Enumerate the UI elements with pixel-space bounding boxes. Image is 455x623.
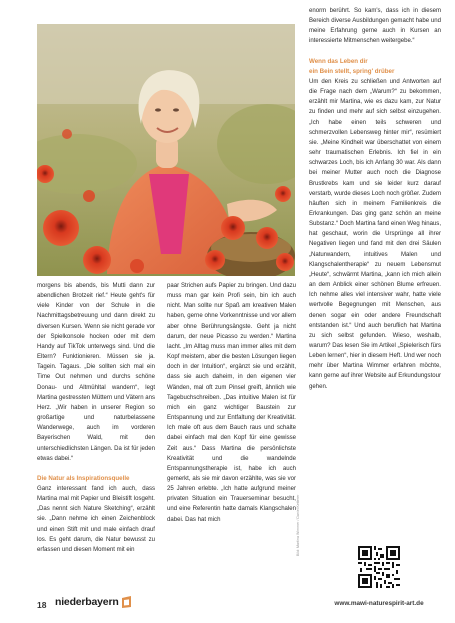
paragraph: Ganz interessant fand ich auch, dass Martina mal mit Papier und Bleistift losgeht. „Das nennt sich Nature Sketching“, erzählt sie. „Dann nehme ich einen Zeichenblock und einen Stift mit und male einfach drauf los. Es geht darum, die Natur bewusst zu erfassen und diesen Moment mit ein [37,485,155,553]
article-column-middle [167,281,296,525]
section-heading-line-1: Wenn das Leben dir [309,57,368,65]
paragraph: enorm berührt. So kam's, dass ich in diesem Bereich diverse Ausbildungen gemacht habe und meine Erfahrung gerne auch in Kursen an interessierte Mitmenschen weitergebe.“ [309,8,441,45]
woman-in-poppy-field-photo [37,24,295,276]
article-column-left [37,281,155,555]
logo-tv-badge-icon [121,595,132,609]
paragraph: paar Strichen aufs Papier zu bringen. Und dazu muss man gar kein Profi sein, bin ich auch nicht. Man sollte nur Spaß am kreativen Malen haben, gerne ohne Vorkenntnisse und vor allem aber ohne Berührungsängste. Geht ja nicht darum, der neue Picasso zu werden.“ Martina lacht. „Im Alltag muss man immer alles mit dem Kopf meistern, aber die besten Lösungen liegen doch in der Intuition“, ergänzt sie und erzählt, dass sie auch daheim, in den eigenen vier Wänden, mal oft zum Pinsel greift, ähnlich wie Tagebuchschreiben. „Das intuitive Malen ist für mich ein ganz wichtiger Baustein zur Entspannung und zur Entfaltung der Kreativität. Ich male oft aus dem Bauch raus und schalte dabei einfach mal den Kopf für eine gewisse Zeit aus.“ Dass Martina die persönlichste Kreativität und die wandelnde Entspannungstherapie ist, habe ich auch gemerkt, als sie mir davon erzählte, was sie vor 25 Jahren erlebte. „Ich hatte aufgrund meiner privaten Situation ein Trauerseminar besucht, und eine Referentin hatte damals Klangschalen dabei. Das hat mich [167,283,296,523]
logo-wordmark: niederbayern [55,596,119,608]
page-number: 18 [37,600,47,610]
website-url[interactable]: www.mawi-naturespirit-art.de [334,600,424,607]
article-column-right [309,6,441,392]
paragraph: Um den Kreis zu schließen und Antworten auf die Frage nach dem „Warum?“ zu bekommen, erzählt mir Martina, wie es dazu kam, zur Natur zu finden und mehr auf sich selbst einzugehen. „Ich habe einen teils schweren und schmerzvollen Lebensweg hinter mir“, resümiert sie. „Meine Kindheit war überschattet von einem sehr traumatischen Erlebnis. Ich fiel in ein schwarzes Loch, bis ich Anfang 30 war. Als dann bei meiner Mutter auch noch die Diagnose Brustkrebs kam und sie leider kurz darauf verstarb, wurde dieses Loch noch größer. Zudem häuften sich in meinem Familienkreis die Erkrankungen. Das ging ganz schön an meine Substanz.“ Doch Martina fand einen Weg hinaus, hat geschaut, worin die Ursprünge all ihrer Negativen liegen und fand mit den drei Säulen „Naturwandern, intuitives Malen und Klangschalentherapie“ zu neuem Lebensmut „Heute“, schwärmt Martina, „kann ich mich allein an dem Anblick einer schönen Blume erfreuen. Ich nehme alles viel intensiver wahr, hatte viele wertvolle Begegnungen mit Menschen, aus denen sogar ein oder andere Freundschaft entstanden ist.“ Und auch beruflich hat Martina zu sich selbst gefunden. Wieso, weshalb, warum? Das lesen Sie im Artikel „Spielerisch fürs Leben lernen“, hier in diesem Heft. Und wer noch mehr über Martina Wimmer erfahren möchte, kann gerne auf ihrer Website auf Erkundungstour gehen. [309,78,441,390]
qr-code-icon[interactable] [358,546,400,588]
niederbayern-logo [55,594,131,610]
photo-credit: Bild: Martina Wimmer / Daniel Ketterer [296,494,300,556]
paragraph: morgens bis abends, bis Mutti dann zur abendlichen Brotzeit rief.“ Heute geht's für viele Kinder von der Schule in die Nachmittagsbetreuung und dann direkt zu diversen Kursen. Wenn sie nicht gerade vor der Spielkonsole hocken oder mit dem Handy auf TikTok unterwegs sind. Und die Eltern? Funktionieren. Müssen sie ja. Tagein. Tagaus. „Die sollten sich mal ein Time Out nehmen und durchs schöne Donau- und Altmühltal wandern“, legt Martina gestressten Müttern und Vätern ans Herz. „Wir haben in unserer Region so großartige und naturbelassene Wanderwege, auch im vorderen Bayerischen Wald, mit den unterschiedlichsten Längen. Da ist für jeden etwas dabei.“ [37,283,155,462]
section-heading-line-2: ein Bein stellt, spring' drüber [309,67,395,75]
section-heading: Die Natur als Inspirationsquelle [37,474,130,482]
